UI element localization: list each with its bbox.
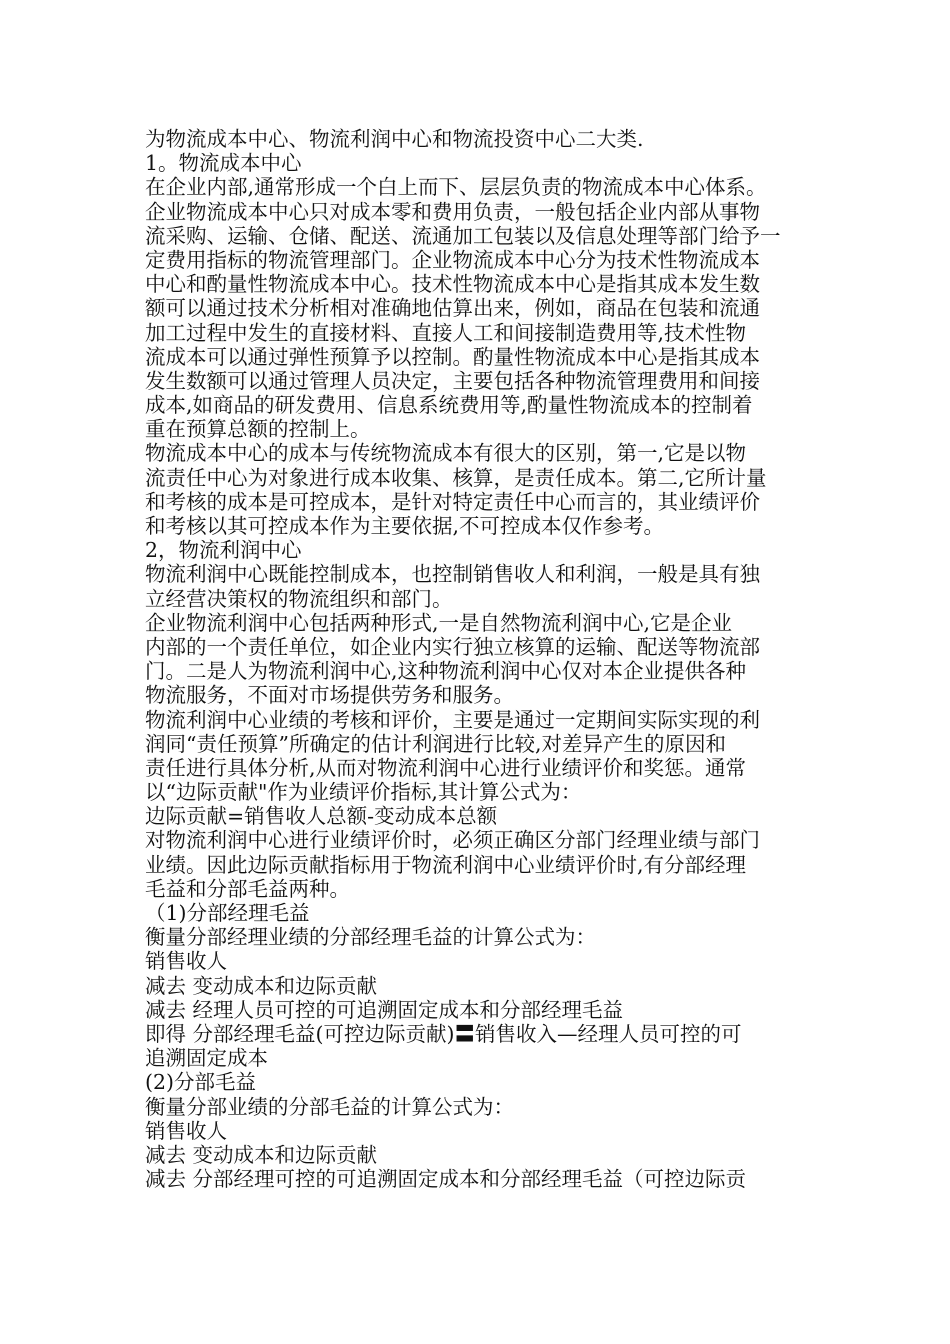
text-line: 流成本可以通过弹性预算予以控制。酌量性物流成本中心是指其成本 (145, 344, 760, 369)
text-line: 减去 分部经理可控的可追溯固定成本和分部经理毛益（可控边际贡 (145, 1167, 747, 1192)
text-line: 和考核以其可控成本作为主要依据,不可控成本仅作参考。 (145, 514, 665, 538)
text-line: 和考核的成本是可控成本，是针对特定责任中心而言的，其业绩评价 (145, 489, 760, 514)
text-line: 业绩。因此边际贡献指标用于物流利润中心业绩评价时,有分部经理 (145, 852, 747, 877)
text-line: 减去 经理人员可控的可追溯固定成本和分部经理毛益 (145, 997, 624, 1022)
text-line: 边际贡献=销售收人总额-变动成本总额 (145, 804, 498, 829)
text-line: 定费用指标的物流管理部门。企业物流成本中心分为技术性物流成本 (145, 247, 760, 272)
text-line: 衡量分部经理业绩的分部经理毛益的计算公式为： (145, 925, 596, 950)
text-line: 1。物流成本中心 (145, 151, 302, 176)
text-line: 物流利润中心既能控制成本，也控制销售收人和利润，一般是具有独 (145, 562, 760, 587)
text-line: 对物流利润中心进行业绩评价时，必须正确区分部门经理业绩与部门 (145, 828, 760, 853)
text-line: 即得 分部经理毛益(可控边际贡献)〓销售收入—经理人员可控的可 (145, 1021, 742, 1046)
text-line: 流采购、运输、仓储、配送、流通加工包装以及信息处理等部门给予一 (145, 223, 781, 248)
text-line: （1)分部经理毛益 (145, 901, 310, 925)
text-line: 追溯固定成本 (145, 1046, 268, 1071)
text-line: 物流成本中心的成本与传统物流成本有很大的区别，第一,它是以物 (145, 441, 747, 466)
text-line: 减去 变动成本和边际贡献 (145, 973, 378, 998)
text-line: 物流服务，不面对市场提供劳务和服务。 (145, 683, 514, 708)
text-line: 流责任中心为对象进行成本收集、核算，是责任成本。第二,它所计量 (145, 465, 767, 490)
text-line: 销售收人 (145, 949, 227, 974)
text-line: 内部的一个责任单位，如企业内实行独立核算的运输、配送等物流部 (145, 634, 760, 659)
text-line: 额可以通过技术分析相对准确地估算出来，例如，商品在包装和流通 (145, 296, 760, 321)
text-line: 减去 变动成本和边际贡献 (145, 1142, 378, 1167)
text-line: 成本,如商品的研发费用、信息系统费用等,酌量性物流成本的控制着 (145, 393, 753, 418)
text-line: 中心和酌量性物流成本中心。技术性物流成本中心是指其成本发生数 (145, 272, 760, 297)
text-line: 重在预算总额的控制上。 (145, 417, 371, 442)
body-text (145, 127, 825, 1191)
text-line: 衡量分部业绩的分部毛益的计算公式为： (145, 1094, 514, 1119)
text-line: 2，物流利润中心 (145, 538, 302, 563)
text-line: 立经营决策权的物流组织和部门。 (145, 586, 453, 611)
text-line: 为物流成本中心、物流利润中心和物流投资中心二大类. (145, 127, 644, 151)
text-line: 加工过程中发生的直接材料、直接人工和间接制造费用等,技术性物 (145, 320, 747, 345)
text-line: 物流利润中心业绩的考核和评价，主要是通过一定期间实际实现的利 (145, 707, 760, 732)
text-line: (2)分部毛益 (145, 1070, 257, 1095)
text-line: 企业物流成本中心只对成本零和费用负责，一般包括企业内部从事物 (145, 199, 760, 224)
text-line: 门。二是人为物流利润中心,这种物流利润中心仅对本企业提供各种 (145, 659, 747, 684)
text-line: 企业物流利润中心包括两种形式,一是自然物流利润中心,它是企业 (145, 610, 733, 635)
text-line: 发生数额可以通过管理人员决定，主要包括各种物流管理费用和间接 (145, 368, 760, 393)
text-line: 润同“责任预算”所确定的估计利润进行比较,对差异产生的原因和 (145, 731, 726, 756)
text-line: 责任进行具体分析,从而对物流利润中心进行业绩评价和奖惩。通常 (145, 755, 747, 780)
text-line: 销售收人 (145, 1118, 227, 1143)
text-line: 毛益和分部毛益两种。 (145, 876, 350, 901)
text-line: 以“边际贡献"作为业绩评价指标,其计算公式为： (145, 780, 582, 805)
text-line: 在企业内部,通常形成一个白上而下、层层负责的物流成本中心体系。 (145, 175, 767, 200)
